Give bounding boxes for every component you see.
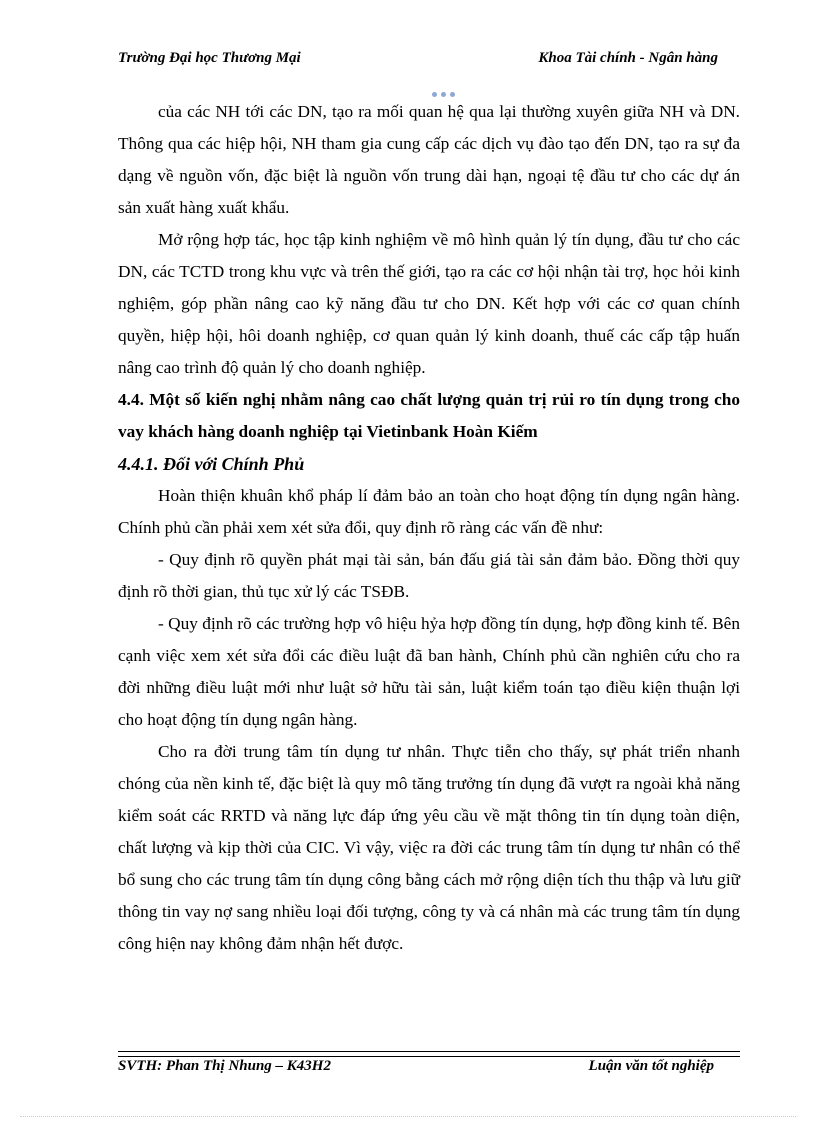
footer-divider [118, 1051, 740, 1057]
paragraph-4: - Quy định rõ quyền phát mại tài sản, bán đấu giá tài sản đảm bảo. Đồng thời quy định rõ thời gian, thủ tục xử lý các TSĐB. [118, 550, 740, 601]
paragraph-1: của các NH tới các DN, tạo ra mối quan hệ qua lại thường xuyên giữa NH và DN. Thông qua các hiệp hội, NH tham gia cung cấp các dịch vụ đào tạo đến DN, tạo ra sự đa dạng về nguồn vốn, đặc biệt là nguồn vốn trung dài hạn, ngoại tệ đầu tư cho các dự án sản xuất hàng xuất khẩu. [118, 102, 740, 217]
footer-author: SVTH: Phan Thị Nhung – K43H2 [118, 1058, 331, 1074]
section-heading: 4.4. Một số kiến nghị nhằm nâng cao chất lượng quản trị rủi ro tín dụng trong cho vay khách hàng doanh nghiệp tại Vietinbank Hoàn Kiếm [118, 390, 740, 441]
paragraph-5: - Quy định rõ các trường hợp vô hiệu hỷa hợp đồng tín dụng, hợp đồng kinh tế. Bên cạnh việc xem xét sửa đổi các điều luật đã ban hành, Chính phủ cần nghiên cứu cho ra đời những điều luật mới như luật sở hữu tài sản, luật kiểm toán tạo điều kiện thuận lợi cho hoạt động tín dụng ngân hàng. [118, 614, 740, 729]
paragraph-6: Cho ra đời trung tâm tín dụng tư nhân. Thực tiễn cho thấy, sự phát triển nhanh chóng của nền kinh tế, đặc biệt là quy mô tăng trưởng tín dụng đã vượt ra ngoài khả năng kiểm soát các RRTD và năng lực đáp ứng yêu cầu về mặt thông tin tín dụng toàn diện, chất lượng và kịp thời của CIC. Vì vậy, việc ra đời các trung tâm tín dụng tư nhân có thể bổ sung cho các trung tâm tín dụng công bằng cách mở rộng diện tích thu thập và lưu giữ thông tin vay nợ sang nhiều loại đối tượng, công ty và cá nhân mà các trung tâm tín dụng công hiện nay không đảm nhận hết được. [118, 742, 740, 953]
header-faculty: Khoa Tài chính - Ngân hàng [538, 50, 718, 66]
header-school: Trường Đại học Thương Mại [118, 50, 301, 66]
paragraph-3: Hoàn thiện khuân khổ pháp lí đảm bảo an toàn cho hoạt động tín dụng ngân hàng. Chính phủ cần phải xem xét sửa đổi, quy định rõ ràng các vấn đề như: [118, 486, 740, 537]
subsection-heading: 4.4.1. Đối với Chính Phủ [118, 454, 305, 474]
ellipsis-marker-icon [432, 84, 462, 92]
paragraph-2: Mở rộng hợp tác, học tập kinh nghiệm về mô hình quản lý tín dụng, đầu tư cho các DN, các TCTD trong khu vực và trên thế giới, tạo ra các cơ hội nhận tài trợ, học hỏi kinh nghiệm, góp phần nâng cao kỹ năng đầu tư cho DN. Kết hợp với các cơ quan chính quyền, hiệp hội, hôi doanh nghiệp, cơ quan quản lý kinh doanh, thuế các cấp tập huấn nâng cao trình độ quản lý cho doanh nghiệp. [118, 230, 740, 377]
document-body [118, 96, 740, 960]
page-edge-divider [20, 1116, 796, 1117]
footer-doc-type: Luận văn tốt nghiệp [588, 1058, 714, 1074]
